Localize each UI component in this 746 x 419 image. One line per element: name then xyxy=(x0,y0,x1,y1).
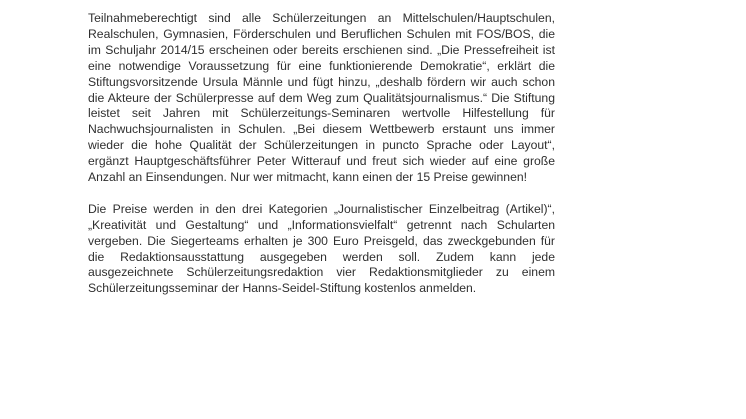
paragraph-prizes: Die Preise werden in den drei Kategorien „Journalistischer Einzelbeitrag (Artikel)“, „Kreativität und Gestaltung“ und „Informationsvielfalt“ getrennt nach Schularten vergeben. Die Siegerteams erhalten je 300 Euro Preisgeld, das zweckgebunden für die Redaktionsausstattung ausgegeben werden soll. Zudem kann jede ausgezeichnete Schülerzeitungsredaktion vier Redaktionsmitglieder zu einem Schülerzeitungsseminar der Hanns-Seidel-Stiftung kostenlos anmelden. xyxy=(88,201,555,296)
paragraph-eligibility: Teilnahmeberechtigt sind alle Schülerzeitungen an Mittelschulen/Hauptschulen, Realschulen, Gymnasien, Förderschulen und Beruflichen Schulen mit FOS/BOS, die im Schuljahr 2014/15 erscheinen oder bereits erschienen sind. „Die Pressefreiheit ist eine notwendige Voraussetzung für eine funktionierende Demokratie“, erklärt die Stiftungsvorsitzende Ursula Männle und fügt hinzu, „deshalb fördern wir auch schon die Akteure der Schülerpresse auf dem Weg zum Qualitätsjournalismus.“ Die Stiftung leistet seit Jahren mit Schülerzeitungs-Seminaren wertvolle Hilfestellung für Nachwuchsjournalisten in Schulen. „Bei diesem Wettbewerb erstaunt uns immer wieder die hohe Qualität der Schülerzeitungen in puncto Sprache oder Layout“, ergänzt Hauptgeschäftsführer Peter Witterauf und freut sich wieder auf eine große Anzahl an Einsendungen. Nur wer mitmacht, kann einen der 15 Preise gewinnen! xyxy=(88,11,555,185)
document-body xyxy=(88,11,555,297)
